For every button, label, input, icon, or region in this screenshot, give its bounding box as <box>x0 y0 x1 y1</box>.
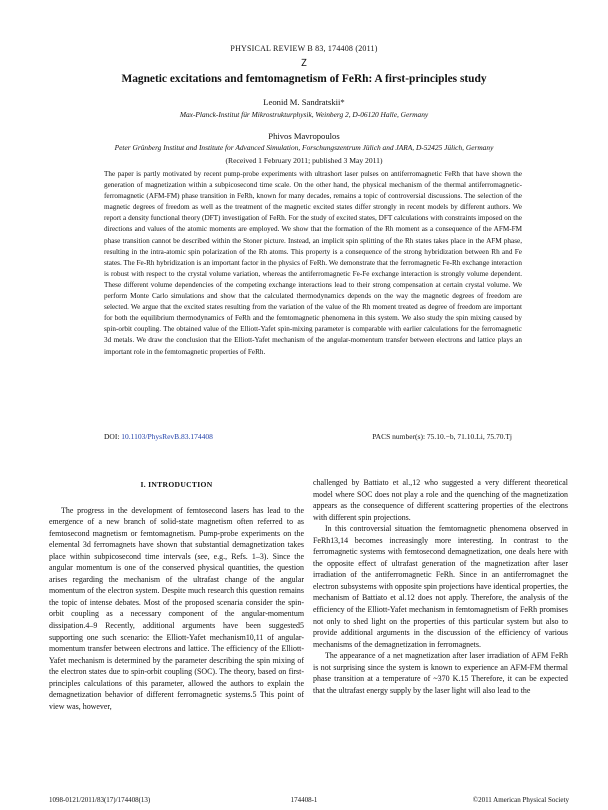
intro-paragraph-2: challenged by Battiato et al.,12 who suggested a very different theoretical model where SOC does not play a role and the quenching of the magnetization appears as the consequence of different scattering properties of the electrons with different spin projections. <box>313 478 568 522</box>
intro-paragraph-1: The progress in the development of femtosecond lasers has lead to the emergence of a new branch of solid-state magnetism often referred to as femtosecond magnetism or femtomagnetism. Pump-probe experiments on the elemental 3d ferromagnets have shown that substantial demagnetization takes place within subpicosecond time intervals (see, e.g., Refs. 1–3). Since the angular momentum is one of the conserved physical quantities, the question arises regarding the mechanism of the ultrafast change of the angular momentum of the electron system. Despite much research this question remains the topic of intense debates. Most of the proposed scenaria consider the spin-orbit coupling as a necessary component of the angular-momentum dissipation.4–9 Recently, additional arguments have been suggested5 supporting one such scenario: the Elliott-Yafet mechanism10,11 of angular-momentum transfer between electrons and lattice. The efficiency of the Elliott-Yafet mechanism is determined by the parameter describing the spin mixing of the electron states due to spin-orbit coupling (SOC). The theory, based on first-principles calculations of this parameter, allowed the authors to explain the demagnetization behavior of different ferromagnetic systems.5 This point of view was, however, <box>49 505 304 711</box>
footer-copyright: ©2011 American Physical Society <box>472 796 569 804</box>
author-2-affiliation: Peter Grünberg Institut and Institute for Advanced Simulation, Forschungszentrum Jülich and JARA, D-52425 Jülich, Germany <box>114 143 494 152</box>
section-heading-introduction: I. INTRODUCTION <box>140 480 213 489</box>
journal-logo-icon: Ⴭ <box>301 58 307 69</box>
right-column <box>313 477 568 696</box>
author-1-name: Leonid M. Sandratskii* <box>263 97 345 107</box>
author-2-name: Phivos Mavropoulos <box>268 131 340 141</box>
footer-issn: 1098-0121/2011/83(17)/174408(13) <box>49 796 151 804</box>
author-1-affiliation: Max-Planck-Institut für Mikrostrukturphysik, Weinberg 2, D-06120 Halle, Germany <box>179 110 429 119</box>
pacs-numbers: PACS number(s): 75.10.−b, 71.10.Li, 75.70.Tj <box>372 432 512 441</box>
received-dates: (Received 1 February 2011; published 3 May 2011) <box>225 156 383 165</box>
paper-title: Magnetic excitations and femtomagnetism of FeRh: A first-principles study <box>121 73 487 85</box>
doi-line <box>104 432 213 441</box>
intro-paragraph-4: The appearance of a net magnetization after laser irradiation of AFM FeRh is not surprising since the system is known to experience an AFM-FM thermal phase transition at a temperature of ~370 K.15 Therefore, it can be expected that the ultrafast energy supply by the laser light will also lead to the <box>313 651 568 695</box>
doi-link[interactable]: 10.1103/PhysRevB.83.174408 <box>121 432 213 441</box>
doi-label: DOI: <box>104 432 122 441</box>
journal-header: PHYSICAL REVIEW B 83, 174408 (2011) <box>230 44 378 53</box>
abstract <box>104 169 522 358</box>
intro-paragraph-3: In this controversial situation the femtomagnetic phenomena observed in FeRh13,14 becomes increasingly more interesting. In contrast to the ferromagnetic systems with femtosecond demagnetization, one deals here with the opposite effect of ultrafast generation of the magnetization after laser irradiation of the antiferromagnetic FeRh. Since in an antiferromagnet the electron subsystems with opposite spin projections have identical properties, the mechanism of Battiato et al.12 does not apply. Therefore, the analysis of the efficiency of the Elliott-Yafet mechanism in femtomagnetism of FeRh promises not only to shed light on the properties of this particular system but also to provide additional arguments in the discussion of the efficiency of various mechanisms of the demagnetization in ferromagnets. <box>313 524 568 649</box>
footer-page-number: 174408-1 <box>290 796 318 804</box>
abstract-text: The paper is partly motivated by recent pump-probe experiments with ultrashort laser pulses on antiferromagnetic FeRh that have shown the generation of magnetization within a subpicosecond time scale. On the other hand, the physical mechanism of the thermal antiferromagnetic-ferromagnetic (AFM-FM) phase transition in FeRh, known for many decades, remains a topic of controversial discussions. The selection of the magnetic degrees of freedom as well as the treatment of the magnetic excited states differ strongly in recent models by different authors. We report a density functional theory (DFT) investigation of FeRh. For the study of excited states, DFT calculations with constraints imposed on the directions and values of the atomic moments are employed. We show that the formation of the Rh moment as a consequence of the AFM-FM phase transition cannot be described within the Stoner picture. Instead, an implicit spin splitting of the Rh states takes place in the AFM phase, resulting in the intra-atomic spin polarization of the Rh atoms. This property is a consequence of the strong hybridization between Rh and Fe states. The Fe-Rh hybridization is an important factor in the physics of FeRh. We demonstrate that the ferromagnetic Fe-Rh exchange interaction is robust with respect to the crystal volume variation, whereas the antiferromagnetic Fe-Fe exchange interaction is strongly volume dependent. These different volume dependencies of the competing exchange interactions lead to their strong compensation at certain crystal volume. We perform Monte Carlo simulations and show that the calculated thermodynamics depends on the way the magnetic degrees of freedom are selected. We argue that the excited states resulting from the variation of the value of the Rh moment treated as degree of freedom are important for both the equilibrium thermodynamics of FeRh and the femtomagnetic phenomena in this system. We also study the spin mixing caused by spin-orbit coupling. The obtained value of the Elliott-Yafet spin-mixing parameter is comparable with earlier calculations for the ferromagnetic 3d metals. We draw the conclusion that the Elliott-Yafet mechanism of the angular-momentum transfer between electrons and lattice plays an important role in the femtomagnetic properties of FeRh. <box>104 170 522 356</box>
left-column <box>49 479 304 712</box>
